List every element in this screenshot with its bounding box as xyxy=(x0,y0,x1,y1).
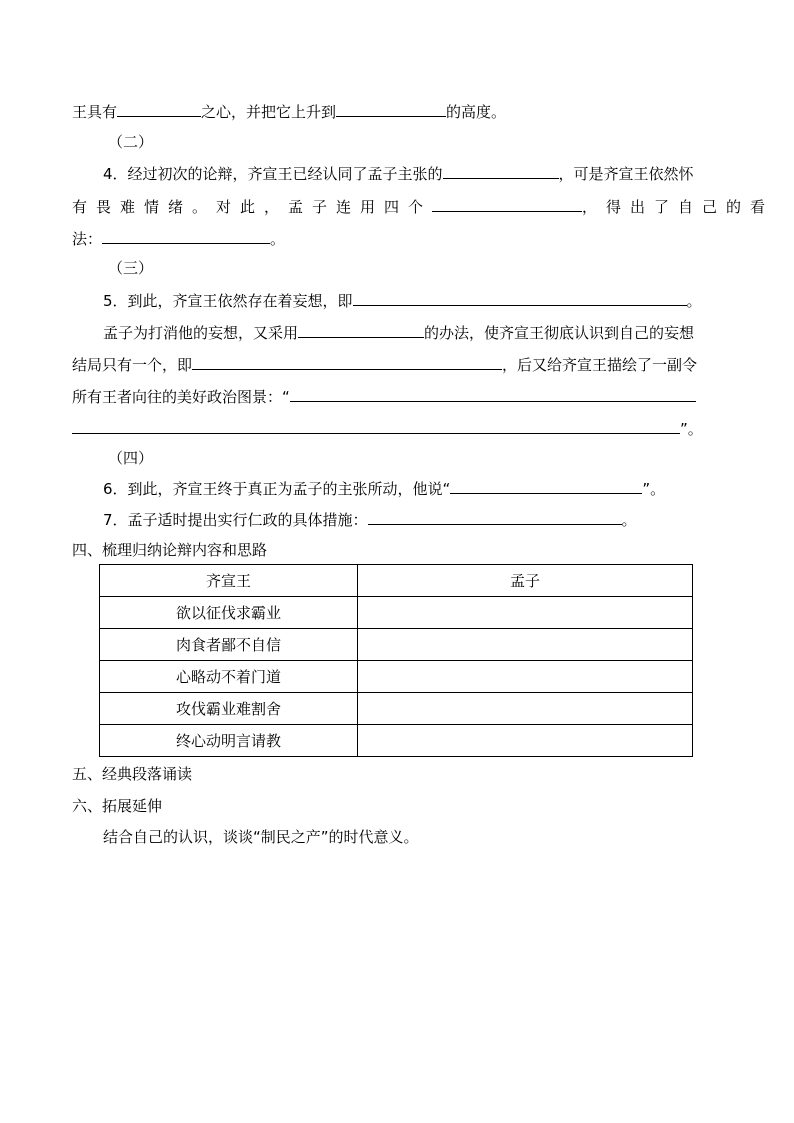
cell-answer[interactable] xyxy=(358,629,693,661)
section-heading-3: （三） xyxy=(108,259,154,277)
blank-1[interactable] xyxy=(117,101,201,117)
table-row xyxy=(100,693,693,725)
question-7: 7．孟子适时提出实行仁政的具体措施： 。 xyxy=(103,511,637,529)
blank-q5-4[interactable] xyxy=(290,386,696,402)
blank-q7[interactable] xyxy=(368,509,622,525)
table-header-row xyxy=(100,565,693,597)
table-row xyxy=(100,661,693,693)
blank-q4-1[interactable] xyxy=(443,163,559,179)
question-6: 6．到此，齐宣王终于真正为孟子的主张所动，他说“ ”。 xyxy=(103,480,666,498)
part-6-task: 结合自己的认识，谈谈“制民之产”的时代意义。 xyxy=(103,828,419,846)
cell-stage: 终心动明言请教 xyxy=(100,725,358,757)
blank-q5-5[interactable] xyxy=(72,418,680,434)
header-qi-xuan-wang: 齐宣王 xyxy=(100,565,358,597)
question-4-line-2: 有畏难情绪。对此，孟子连用四个 ，得出了自己的看 xyxy=(72,198,775,216)
blank-q5-3[interactable] xyxy=(192,354,502,370)
debate-summary-table xyxy=(99,564,693,757)
part-4-heading: 四、梳理归纳论辩内容和思路 xyxy=(72,541,268,559)
blank-q5-1[interactable] xyxy=(353,290,687,306)
blank-q5-2[interactable] xyxy=(298,322,424,338)
question-5-line-2: 孟子为打消他的妄想，又采用 的办法，使齐宣王彻底认识到自己的妄想 xyxy=(103,324,695,342)
cell-stage: 欲以征伐求霸业 xyxy=(100,597,358,629)
table-row xyxy=(100,629,693,661)
cell-answer[interactable] xyxy=(358,661,693,693)
blank-q4-2[interactable] xyxy=(432,196,582,212)
question-4-line-1: 4．经过初次的论辩，齐宣王已经认同了孟子主张的 ，可是齐宣王依然怀 xyxy=(103,165,694,183)
part-5-heading: 五、经典段落诵读 xyxy=(72,765,193,783)
question-5-line-4: 所有王者向往的美好政治图景：“ xyxy=(72,386,696,408)
cell-answer[interactable] xyxy=(358,725,693,757)
blank-2[interactable] xyxy=(336,101,446,117)
question-5-line-3: 结局只有一个，即 ，后又给齐宣王描绘了一副令 xyxy=(72,356,698,374)
header-mengzi: 孟子 xyxy=(358,565,693,597)
question-5-line-1: 5．到此，齐宣王依然存在着妄想，即 。 xyxy=(103,292,702,310)
table-row xyxy=(100,725,693,757)
section-heading-4: （四） xyxy=(108,449,154,467)
cell-answer[interactable] xyxy=(358,597,693,629)
part-6-heading: 六、拓展延伸 xyxy=(72,797,163,815)
cell-stage: 攻伐霸业难割舍 xyxy=(100,693,358,725)
blank-q4-3[interactable] xyxy=(102,228,270,244)
table-row xyxy=(100,597,693,629)
blank-q6[interactable] xyxy=(450,478,642,494)
question-4-line-3: 法： 。 xyxy=(72,230,286,248)
section-heading-2: （二） xyxy=(108,133,154,151)
line-wang-ju-you: 王具有 之心，并把它上升到 的高度。 xyxy=(72,103,507,121)
cell-stage: 心略动不着门道 xyxy=(100,661,358,693)
cell-stage: 肉食者鄙不自信 xyxy=(100,629,358,661)
cell-answer[interactable] xyxy=(358,693,693,725)
question-5-line-5: ”。 xyxy=(72,418,703,440)
